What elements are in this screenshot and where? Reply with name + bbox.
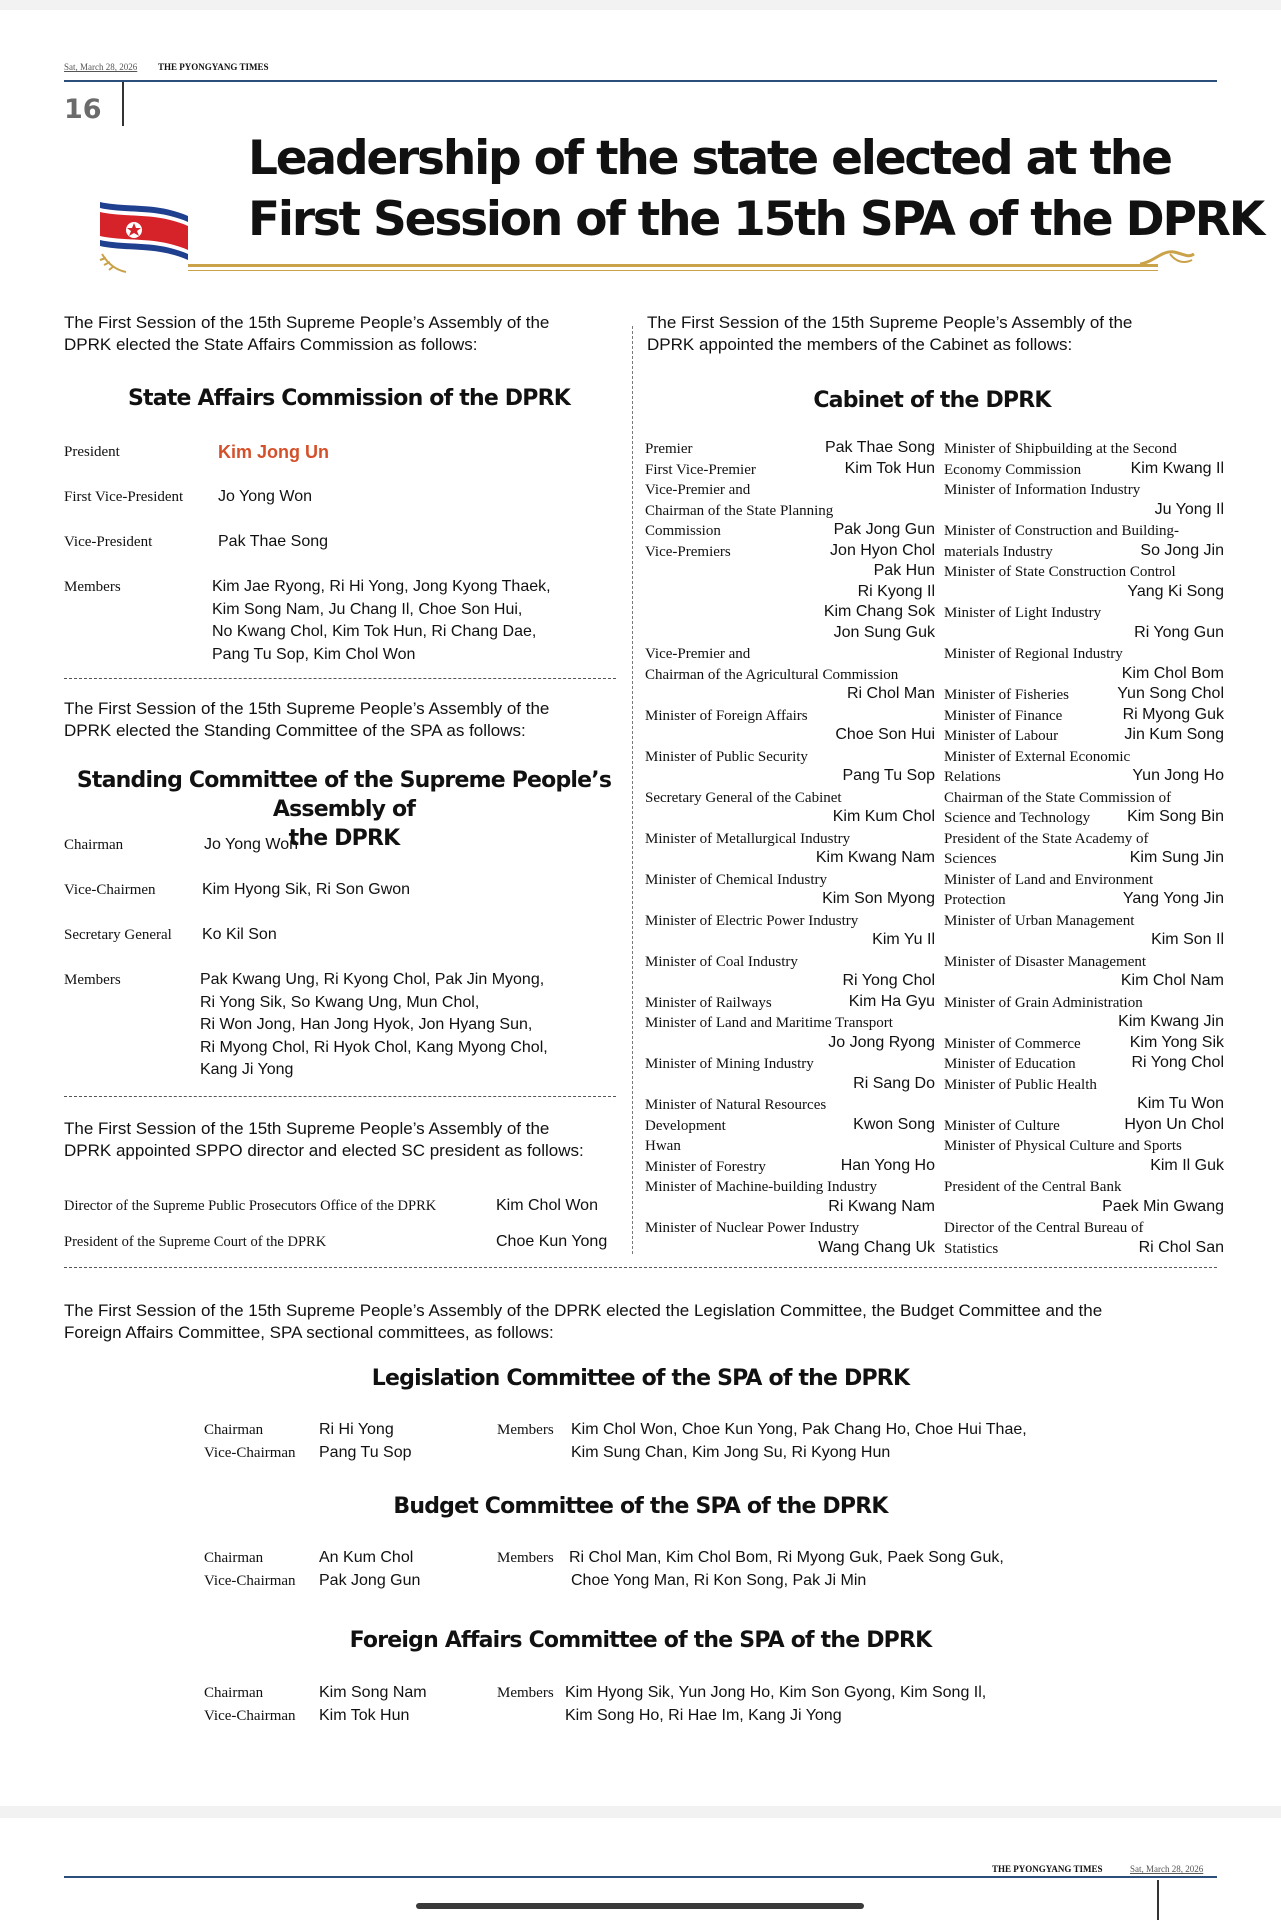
header-paper-name: THE PYONGYANG TIMES [158, 62, 269, 72]
cabinet-row [944, 624, 1224, 645]
sppo-intro-line-1: The First Session of the 15th Supreme People’s Assembly of the [64, 1119, 550, 1138]
cabinet-row [645, 685, 935, 706]
standing-members-line: Kang Ji Yong [200, 1061, 294, 1078]
cabinet-row [645, 1239, 935, 1260]
cabinet-member-name: Yun Jong Ho [1132, 767, 1224, 784]
sppo-director-name: Kim Chol Won [496, 1197, 598, 1214]
cabinet-post: materials Industry [944, 543, 1053, 560]
cabinet-member-name: Wang Chang Uk [818, 1238, 935, 1256]
sac-members-line: No Kwang Chol, Kim Tok Hun, Ri Chang Dae, [212, 623, 537, 640]
cabinet-left-list [645, 439, 935, 1259]
legislation-members-line: Kim Chol Won, Choe Kun Yong, Pak Chang Ho, Choe Hui Thae, [571, 1421, 1027, 1438]
cabinet-row [645, 583, 935, 604]
cabinet-row [944, 665, 1224, 686]
cabinet-row [645, 972, 935, 993]
cabinet-row [944, 767, 1224, 788]
cabinet-row [944, 788, 1224, 809]
cabinet-row [645, 1177, 935, 1198]
cabinet-row [645, 788, 935, 809]
cabinet-row [645, 1075, 935, 1096]
legislation-vice-label: Vice-Chairman [204, 1445, 296, 1461]
cabinet-row [645, 542, 935, 563]
cabinet-member-name: Kim Tok Hun [844, 459, 935, 477]
budget-chairman-name: An Kum Chol [319, 1549, 414, 1566]
standing-members-list [200, 969, 548, 1082]
header-date: Sat, March 28, 2026 [64, 62, 138, 72]
cabinet-row [944, 439, 1224, 460]
cabinet-row [944, 501, 1224, 522]
sac-intro-line-2: DPRK elected the State Affairs Commission as follows: [64, 335, 478, 354]
cabinet-member-name: So Jong Jin [1140, 541, 1224, 559]
standing-title [64, 766, 624, 853]
sac-vp-label: Vice-President [64, 534, 153, 550]
cabinet-row [645, 665, 935, 686]
cabinet-post: Statistics [944, 1240, 999, 1257]
cabinet-post: Minister of Machine-building Industry [645, 1179, 878, 1195]
cabinet-post: Minister of Disaster Management [944, 953, 1147, 970]
headline-gold-rule-thin [188, 270, 1158, 271]
foreign-vice-name: Kim Tok Hun [319, 1707, 410, 1724]
cabinet-row [944, 1157, 1224, 1178]
cabinet-member-name: Kim Yu Il [872, 931, 935, 948]
cabinet-post: Minister of Physical Culture and Sports [944, 1138, 1182, 1154]
standing-title-line-1: Standing Committee of the Supreme People’s Assembly of [76, 768, 612, 822]
cabinet-post: President of the Central Bank [944, 1179, 1122, 1195]
cabinet-post: Minister of Construction and Building- [944, 523, 1179, 539]
cabinet-row [944, 685, 1224, 706]
section-divider [64, 1096, 616, 1097]
cabinet-row [645, 624, 935, 645]
cabinet-post: Development [645, 1117, 726, 1134]
sppo-director-label: Director of the Supreme Public Prosecutors Office of the DPRK [64, 1198, 437, 1214]
cabinet-post: Minister of Labour [944, 728, 1059, 744]
cabinet-member-name: Ri Chol San [1138, 1238, 1224, 1256]
cabinet-row [944, 1198, 1224, 1219]
footer-paper-name: THE PYONGYANG TIMES [992, 1864, 1103, 1874]
cabinet-post: First Vice-Premier [645, 461, 756, 478]
cabinet-row [645, 460, 935, 481]
cabinet-post: Minister of Nuclear Power Industry [645, 1220, 860, 1236]
cabinet-member-name: Han Yong Ho [840, 1156, 935, 1174]
standing-members-line: Ri Won Jong, Han Jong Hyok, Jon Hyang Sun, [200, 1016, 533, 1033]
cabinet-row [645, 890, 935, 911]
cabinet-row [944, 931, 1224, 952]
cabinet-post: Minister of Electric Power Industry [645, 912, 859, 929]
cabinet-post: Minister of State Construction Control [944, 564, 1176, 580]
standing-members-line: Pak Kwang Ung, Ri Kyong Chol, Pak Jin Myong, [200, 971, 545, 988]
cabinet-member-name: Pak Hun [873, 562, 935, 579]
cabinet-member-name: Yun Song Chol [1117, 685, 1224, 702]
cabinet-post: Sciences [944, 851, 997, 867]
cabinet-row [944, 1034, 1224, 1055]
cabinet-row [645, 603, 935, 624]
cabinet-member-name: Kim Kwang Jin [1118, 1013, 1224, 1030]
cabinet-row [944, 1136, 1224, 1157]
cabinet-member-name: Kim Chol Bom [1121, 664, 1224, 682]
cabinet-member-name: Kim Yong Sik [1129, 1033, 1224, 1051]
cabinet-row [645, 911, 935, 932]
cabinet-row [944, 1013, 1224, 1034]
sppo-intro [64, 1118, 584, 1162]
cabinet-post: Protection [944, 892, 1006, 908]
cabinet-row [944, 1116, 1224, 1137]
headline [248, 128, 1263, 250]
sac-first-vp-name: Jo Yong Won [218, 488, 313, 505]
cabinet-row [645, 726, 935, 747]
legislation-members-label: Members [497, 1422, 554, 1438]
cabinet-post: Minister of Shipbuilding at the Second [944, 441, 1177, 457]
cabinet-row [944, 542, 1224, 563]
standing-title-line-2: the DPRK [288, 826, 400, 851]
cabinet-row [645, 562, 935, 583]
cabinet-post: Director of the Central Bureau of [944, 1220, 1144, 1236]
cabinet-member-name: Ri Sang Do [853, 1074, 935, 1092]
cabinet-row [645, 808, 935, 829]
cabinet-row [944, 890, 1224, 911]
cabinet-member-name: Hyon Un Chol [1124, 1115, 1224, 1133]
cabinet-row [944, 972, 1224, 993]
cabinet-post: Chairman of the Agricultural Commission [645, 666, 899, 683]
section-divider-wide [64, 1267, 1217, 1268]
cabinet-member-name: Pak Jong Gun [833, 521, 935, 538]
cabinet-post: Minister of Land and Environment [944, 871, 1154, 888]
cabinet-member-name: Jin Kum Song [1124, 726, 1224, 743]
legislation-chairman-name: Ri Hi Yong [319, 1421, 394, 1438]
cabinet-post: Minister of Regional Industry [944, 646, 1123, 662]
foreign-vice-label: Vice-Chairman [204, 1708, 296, 1724]
cabinet-member-name: Ri Yong Chol [1131, 1054, 1224, 1071]
cabinet-member-name: Kim Chol Nam [1120, 972, 1224, 989]
cabinet-post: Vice-Premiers [645, 543, 731, 560]
budget-members-label: Members [497, 1550, 554, 1566]
cabinet-row [645, 931, 935, 952]
cabinet-post: Minister of Information Industry [944, 482, 1141, 498]
footer-rule [64, 1876, 1217, 1878]
cabinet-member-name: Kim Sung Jin [1129, 849, 1224, 866]
cabinet-row [645, 1095, 935, 1116]
cabinet-row [944, 808, 1224, 829]
cabinet-row [645, 1013, 935, 1034]
sac-intro-line-1: The First Session of the 15th Supreme People’s Assembly of the [64, 313, 550, 332]
cabinet-row [645, 1136, 935, 1157]
cabinet-member-name: Kwon Song [853, 1115, 935, 1133]
cabinet-row [944, 747, 1224, 768]
cabinet-member-name: Ju Yong Il [1154, 500, 1224, 518]
cabinet-row [645, 870, 935, 891]
cabinet-post: Science and Technology [944, 810, 1091, 826]
cabinet-row [944, 726, 1224, 747]
cabinet-row [645, 1116, 935, 1137]
cabinet-member-name: Kim Chang Sok [823, 603, 935, 620]
cabinet-post: Minister of Coal Industry [645, 953, 798, 970]
cabinet-post: Minister of Metallurgical Industry [645, 830, 851, 847]
cabinet-row [944, 870, 1224, 891]
footer-date: Sat, March 28, 2026 [1130, 1864, 1204, 1874]
cabinet-post: Economy Commission [944, 461, 1082, 478]
cabinet-post: Minister of Finance [944, 707, 1063, 724]
cabinet-member-name: Pak Thae Song [824, 439, 935, 456]
budget-members-line: Choe Yong Man, Ri Kon Song, Pak Ji Min [571, 1572, 867, 1589]
standing-intro [64, 698, 549, 742]
sac-members-list [212, 576, 551, 666]
cabinet-member-name: Ri Myong Guk [1122, 705, 1224, 723]
cabinet-post: Minister of External Economic [944, 748, 1131, 765]
cabinet-member-name: Kim Kwang Nam [815, 849, 935, 866]
cabinet-member-name: Ri Yong Gun [1134, 623, 1224, 641]
cabinet-member-name: Kim Ha Gyu [848, 992, 935, 1010]
cabinet-row [944, 993, 1224, 1014]
cabinet-post: Secretary General of the Cabinet [645, 789, 842, 806]
sac-first-vp-label: First Vice-President [64, 489, 184, 505]
cabinet-row [944, 583, 1224, 604]
cabinet-intro-line-2: DPRK appointed the members of the Cabinet as follows: [647, 335, 1073, 354]
cabinet-row [944, 952, 1224, 973]
cabinet-post: Minister of Forestry [645, 1158, 766, 1175]
sac-members-label: Members [64, 579, 121, 595]
cabinet-post: Minister of Land and Maritime Transport [645, 1015, 893, 1031]
cabinet-post: Minister of Public Security [645, 748, 808, 765]
cabinet-post: Minister of Fisheries [944, 687, 1069, 703]
standing-members-label: Members [64, 972, 121, 988]
cabinet-member-name: Jon Hyon Chol [830, 541, 935, 559]
cabinet-row [944, 849, 1224, 870]
cabinet-intro [647, 312, 1132, 356]
legislation-title: Legislation Committee of the SPA of the DPRK [371, 1366, 910, 1391]
cabinet-row [645, 521, 935, 542]
footer-page-divider [1157, 1880, 1159, 1920]
cabinet-member-name: Yang Yong Jin [1122, 890, 1224, 907]
cabinet-row [944, 706, 1224, 727]
committees-intro-line-1: The First Session of the 15th Supreme People’s Assembly of the DPRK elected the Legislation Committee, the Budget Committee and the [64, 1301, 1103, 1320]
cabinet-row [944, 1218, 1224, 1239]
cabinet-post: Vice-Premier and [645, 646, 751, 662]
cabinet-row [944, 1095, 1224, 1116]
cabinet-member-name: Kim Kum Chol [832, 808, 935, 825]
standing-vice-names: Kim Hyong Sik, Ri Son Gwon [202, 881, 411, 898]
cabinet-row [645, 1157, 935, 1178]
cabinet-post: Chairman of the State Planning [645, 502, 834, 519]
foreign-members-label: Members [497, 1685, 554, 1701]
committees-intro-line-2: Foreign Affairs Committee, SPA sectional committees, as follows: [64, 1323, 554, 1342]
cabinet-member-name: Ri Chol Man [846, 685, 935, 702]
standing-sg-label: Secretary General [64, 927, 172, 943]
page-number-divider [122, 82, 124, 126]
section-divider [64, 678, 616, 679]
cabinet-row [645, 829, 935, 850]
standing-members-line: Ri Yong Sik, So Kwang Ung, Mun Chol, [200, 993, 480, 1011]
cabinet-intro-line-1: The First Session of the 15th Supreme People’s Assembly of the [647, 313, 1133, 332]
foreign-chairman-name: Kim Song Nam [319, 1684, 427, 1701]
cabinet-post: Minister of Urban Management [944, 912, 1135, 929]
foreign-members-line: Kim Song Ho, Ri Hae Im, Kang Ji Yong [565, 1707, 842, 1724]
court-president-label: President of the Supreme Court of the DPRK [64, 1234, 327, 1250]
cabinet-post: Minister of Foreign Affairs [645, 707, 808, 724]
cabinet-member-name: Jon Sung Guk [833, 623, 935, 641]
gold-flourish-icon [1140, 246, 1196, 276]
sac-title: State Affairs Commission of the DPRK [128, 386, 570, 411]
cabinet-post: Minister of Grain Administration [944, 994, 1143, 1011]
sac-intro [64, 312, 549, 356]
sac-president-label: President [64, 444, 120, 460]
cabinet-row [645, 1198, 935, 1219]
foreign-chairman-label: Chairman [204, 1685, 264, 1701]
cabinet-row [944, 460, 1224, 481]
cabinet-member-name: Choe Son Hui [835, 726, 935, 743]
cabinet-post: Minister of Chemical Industry [645, 871, 828, 888]
cabinet-post: Vice-Premier and [645, 482, 751, 498]
budget-members-line: Ri Chol Man, Kim Chol Bom, Ri Myong Guk, Paek Song Guk, [569, 1549, 1004, 1566]
cabinet-row [645, 1054, 935, 1075]
legislation-chairman-label: Chairman [204, 1422, 264, 1438]
cabinet-post: Minister of Culture [944, 1117, 1060, 1134]
headline-gold-rule [188, 264, 1158, 267]
newspaper-page [0, 10, 1281, 1806]
sac-members-line: Pang Tu Sop, Kim Chol Won [212, 645, 416, 663]
standing-chairman-name: Jo Yong Won [204, 836, 299, 853]
headline-line-2: First Session of the 15th SPA of the DPRK [248, 192, 1263, 247]
cabinet-row [944, 480, 1224, 501]
cabinet-row [944, 1239, 1224, 1260]
cabinet-member-name: Kim Son Il [1151, 931, 1224, 948]
cabinet-member-name: Yang Ki Song [1127, 582, 1224, 600]
cabinet-post: President of the State Academy of [944, 830, 1149, 847]
cabinet-post: Minister of Mining Industry [645, 1056, 814, 1072]
home-indicator[interactable] [416, 1903, 864, 1909]
cabinet-post: Premier [645, 441, 693, 457]
cabinet-row [645, 439, 935, 460]
budget-title: Budget Committee of the SPA of the DPRK [393, 1494, 888, 1519]
cabinet-row [944, 1177, 1224, 1198]
sac-president-name: Kim Jong Un [218, 442, 329, 462]
cabinet-member-name: Kim Tu Won [1137, 1095, 1224, 1112]
cabinet-row [645, 767, 935, 788]
sac-vp-name: Pak Thae Song [218, 533, 329, 550]
cabinet-row [645, 501, 935, 522]
cabinet-member-name: Kim Kwang Il [1130, 459, 1224, 477]
cabinet-member-name: Jo Jong Ryong [828, 1033, 935, 1051]
cabinet-row [944, 829, 1224, 850]
cabinet-member-name: Ri Kwang Nam [828, 1197, 935, 1215]
sac-members-line: Kim Song Nam, Ju Chang Il, Choe Son Hui, [212, 600, 523, 618]
dprk-flag-icon [96, 198, 192, 278]
cabinet-row [645, 644, 935, 665]
cabinet-row [645, 480, 935, 501]
standing-intro-line-2: DPRK elected the Standing Committee of the SPA as follows: [64, 721, 526, 740]
cabinet-row [645, 1218, 935, 1239]
cabinet-post: Minister of Light Industry [944, 605, 1102, 621]
budget-chairman-label: Chairman [204, 1550, 264, 1566]
standing-chairman-label: Chairman [64, 837, 124, 853]
committees-intro [64, 1300, 1102, 1344]
budget-vice-label: Vice-Chairman [204, 1573, 296, 1589]
headline-line-1: Leadership of the state elected at the [248, 131, 1171, 186]
standing-vice-label: Vice-Chairmen [64, 882, 156, 898]
standing-members-line: Ri Myong Chol, Ri Hyok Chol, Kang Myong Chol, [200, 1038, 548, 1056]
cabinet-member-name: Kim Son Myong [822, 890, 935, 907]
cabinet-row [944, 911, 1224, 932]
foreign-affairs-title: Foreign Affairs Committee of the SPA of the DPRK [349, 1628, 932, 1653]
standing-sg-name: Ko Kil Son [202, 926, 277, 943]
legislation-members-line: Kim Sung Chan, Kim Jong Su, Ri Kyong Hun [571, 1444, 891, 1461]
cabinet-post: Minister of Railways [645, 994, 772, 1011]
cabinet-row [944, 521, 1224, 542]
cabinet-post: Hwan [645, 1138, 681, 1154]
sac-members-line: Kim Jae Ryong, Ri Hi Yong, Jong Kyong Thaek, [212, 578, 551, 595]
cabinet-post: Minister of Commerce [944, 1035, 1081, 1052]
cabinet-row [944, 1075, 1224, 1096]
page-number: 16 [64, 94, 102, 125]
sppo-intro-line-2: DPRK appointed SPPO director and elected SC president as follows: [64, 1141, 584, 1160]
header-rule [64, 80, 1217, 82]
cabinet-member-name: Ri Kyong Il [857, 582, 935, 600]
foreign-members-line: Kim Hyong Sik, Yun Jong Ho, Kim Son Gyong, Kim Song Il, [565, 1684, 987, 1701]
cabinet-row [645, 993, 935, 1014]
standing-intro-line-1: The First Session of the 15th Supreme People’s Assembly of the [64, 699, 550, 718]
cabinet-member-name: Pang Tu Sop [842, 767, 935, 784]
cabinet-right-list [944, 439, 1224, 1259]
court-president-name: Choe Kun Yong [496, 1233, 608, 1250]
cabinet-row [944, 562, 1224, 583]
cabinet-row [944, 644, 1224, 665]
cabinet-post: Minister of Education [944, 1056, 1076, 1072]
cabinet-member-name: Kim Song Bin [1127, 808, 1224, 825]
budget-vice-name: Pak Jong Gun [319, 1572, 421, 1589]
cabinet-post: Commission [645, 523, 721, 539]
cabinet-member-name: Paek Min Gwang [1102, 1197, 1224, 1215]
cabinet-post: Chairman of the State Commission of [944, 789, 1172, 806]
cabinet-row [645, 706, 935, 727]
cabinet-member-name: Kim Il Guk [1150, 1156, 1224, 1174]
cabinet-row [944, 603, 1224, 624]
cabinet-row [645, 1034, 935, 1055]
legislation-vice-name: Pang Tu Sop [319, 1444, 412, 1461]
cabinet-post: Minister of Public Health [944, 1076, 1097, 1093]
cabinet-row [645, 849, 935, 870]
cabinet-row [645, 952, 935, 973]
cabinet-member-name: Ri Yong Chol [842, 972, 935, 989]
cabinet-title: Cabinet of the DPRK [813, 388, 1051, 413]
cabinet-row [944, 1054, 1224, 1075]
cabinet-post: Relations [944, 769, 1001, 785]
cabinet-post: Minister of Natural Resources [645, 1097, 827, 1113]
cabinet-row [645, 747, 935, 768]
column-divider [632, 326, 633, 1254]
